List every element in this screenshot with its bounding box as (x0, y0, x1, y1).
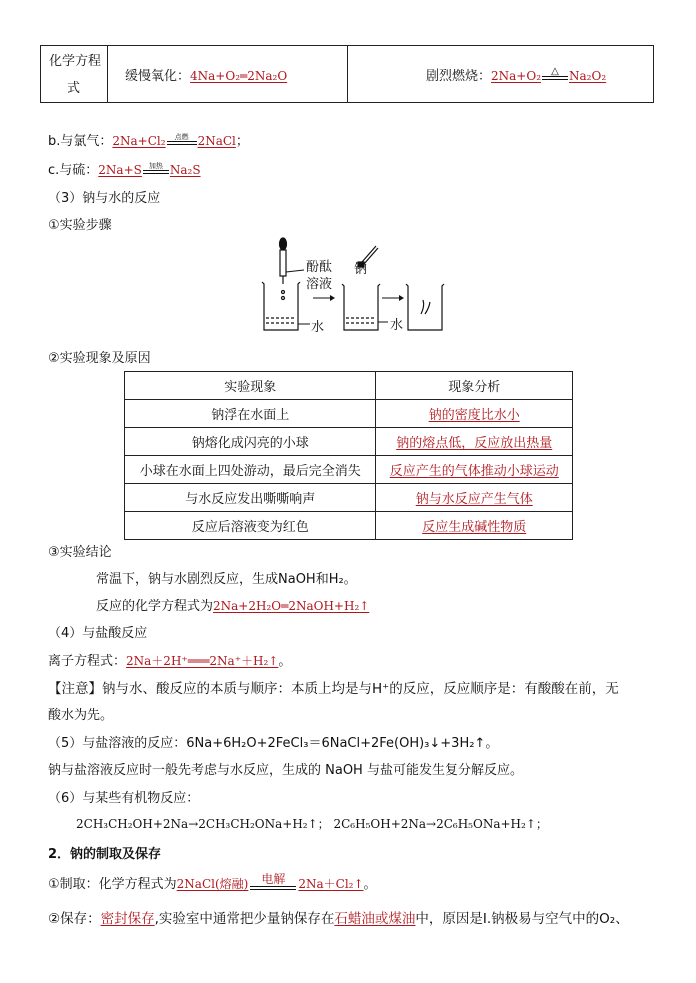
water-label-1: 水 (311, 320, 325, 335)
phenomenon-cell: 钠浮在水面上 (125, 400, 376, 428)
analysis-cell: 反应生成碱性物质 (422, 520, 527, 535)
storage-method: 密封保存 (100, 911, 155, 927)
part-2-title: 2．钠的制取及保存 (48, 847, 162, 862)
phenomenon-cell: 与水反应发出嘶嘶响声 (125, 484, 376, 512)
sulfur-label: c.与硫： (48, 163, 99, 178)
sulfur-right: Na₂S (169, 163, 201, 177)
storage-place: 石蜡油或煤油 (334, 911, 416, 927)
equation-table-label-2: 式 (67, 81, 81, 96)
steps-title: ①实验步骤 (48, 218, 112, 233)
table-row (125, 484, 573, 512)
header-phenomenon: 实验现象 (125, 372, 376, 400)
heat-triangle-icon: △ (551, 65, 559, 77)
sodium-label: 钠 (354, 262, 368, 277)
combustion-cell (348, 46, 653, 102)
water-label-2: 水 (390, 318, 404, 333)
conclusion-line-2: 反应的化学方程式为2Na+2H₂O═2NaOH+H₂↑ (96, 599, 370, 614)
note-line-2: 酸水为先。 (48, 708, 114, 723)
combustion-left: 2Na+O₂ (491, 69, 542, 83)
header-analysis: 现象分析 (376, 372, 573, 400)
analysis-cell: 钠的密度比水小 (428, 408, 520, 423)
beaker-2 (342, 284, 380, 330)
preparation-right: 2Na＋Cl₂↑ (298, 877, 364, 891)
table-row (125, 456, 573, 484)
sulfur-left: 2Na+S (98, 163, 142, 177)
preparation-line: ①制取：化学方程式为2NaCl(熔融) 电解 2Na＋Cl₂↑。 (48, 871, 377, 892)
combustion-condition (542, 65, 568, 80)
phenomenon-cell: 钠熔化成闪亮的小球 (125, 428, 376, 456)
conclusion-title: ③实验结论 (48, 545, 112, 560)
electrolysis-condition: 电解 (250, 872, 296, 890)
phenomena-title: ②实验现象及原因 (48, 351, 151, 366)
conclusion-line-1: 常温下，钠与水剧烈反应，生成NaOH和H₂。 (96, 572, 357, 587)
beaker-1 (262, 282, 300, 330)
analysis-cell: 钠的熔点低，反应放出热量 (396, 436, 553, 451)
phenomenon-cell: 反应后溶液变为红色 (125, 512, 376, 540)
table-row (125, 400, 573, 428)
observation-table (124, 371, 573, 540)
storage-line: ②保存：密封保存,实验室中通常把少量钠保存在石蜡油或煤油中，原因是Ⅰ.钠极易与空气中的O₂、 (48, 911, 629, 927)
sulfur-line (48, 159, 201, 178)
section-5-line: （5）与盐溶液的反应：6Na+6H₂O+2FeCl₃＝6NaCl+2Fe(OH)₃↓+3H₂↑。 (48, 736, 499, 751)
table-header-row (125, 372, 573, 400)
combustion-right: Na₂O₂ (569, 69, 607, 83)
section-5-note: 钠与盐溶液反应时一般先考虑与水反应，生成的 NaOH 与盐可能发生复分解反应。 (48, 763, 523, 778)
chlorine-label: b.与氯气： (48, 134, 113, 149)
chlorine-condition: 点燃 (167, 133, 197, 145)
equation-table-label-1: 化学方程 (49, 54, 102, 69)
section-6-title: （6）与某些有机物反应： (48, 791, 200, 806)
beaker-diagram (258, 232, 458, 342)
section-4-title: （4）与盐酸反应 (48, 626, 148, 641)
analysis-cell: 反应产生的气体推动小球运动 (389, 464, 559, 479)
experiment-diagram (258, 232, 458, 342)
dropper-icon (280, 238, 287, 300)
chlorine-line: b.与氯气：2Na+Cl₂ 点燃 2NaCl； (48, 132, 249, 149)
table-row (125, 428, 573, 456)
chlorine-right: 2NaCl (197, 134, 236, 148)
slow-oxidation-equation: 4Na+O₂═2Na₂O (190, 69, 288, 83)
section-6-equations: 2CH₃CH₂OH+2Na→2CH₃CH₂ONa+H₂↑； 2C₆H₅OH+2Na→2C₆H₅ONa+H₂↑； (76, 817, 548, 831)
analysis-cell: 钠与水反应产生气体 (415, 492, 533, 507)
preparation-left: 2NaCl(熔融) (176, 877, 249, 891)
indicator-label-2: 溶液 (306, 277, 333, 292)
note-line-1: 【注意】钠与水、酸反应的本质与顺序：本质上均是与H⁺的反应，反应顺序是：有酸酸在前，无 (48, 681, 619, 697)
water-reaction-equation: 2Na+2H₂O═2NaOH+H₂↑ (213, 599, 370, 613)
indicator-label-1: 酚酞 (306, 260, 333, 275)
equation-table-label-cell (41, 46, 108, 102)
phenomenon-cell: 小球在水面上四处游动，最后完全消失 (125, 456, 376, 484)
ionic-equation: 2Na＋2H⁺═══2Na⁺＋H₂↑ (126, 654, 279, 668)
slow-oxidation-label: 缓慢氧化： (125, 69, 191, 84)
chlorine-left: 2Na+Cl₂ (112, 134, 166, 148)
section-3-title: （3）钠与水的反应 (48, 191, 161, 206)
ionic-equation-line: 离子方程式：2Na＋2H⁺═══2Na⁺＋H₂↑。 (48, 654, 292, 669)
combustion-label: 剧烈燃烧： (426, 69, 492, 84)
slow-oxidation-cell (107, 46, 348, 102)
equation-table (40, 45, 654, 103)
table-row (125, 512, 573, 540)
sulfur-condition: 加热 (143, 162, 169, 174)
beaker-3 (406, 284, 444, 330)
